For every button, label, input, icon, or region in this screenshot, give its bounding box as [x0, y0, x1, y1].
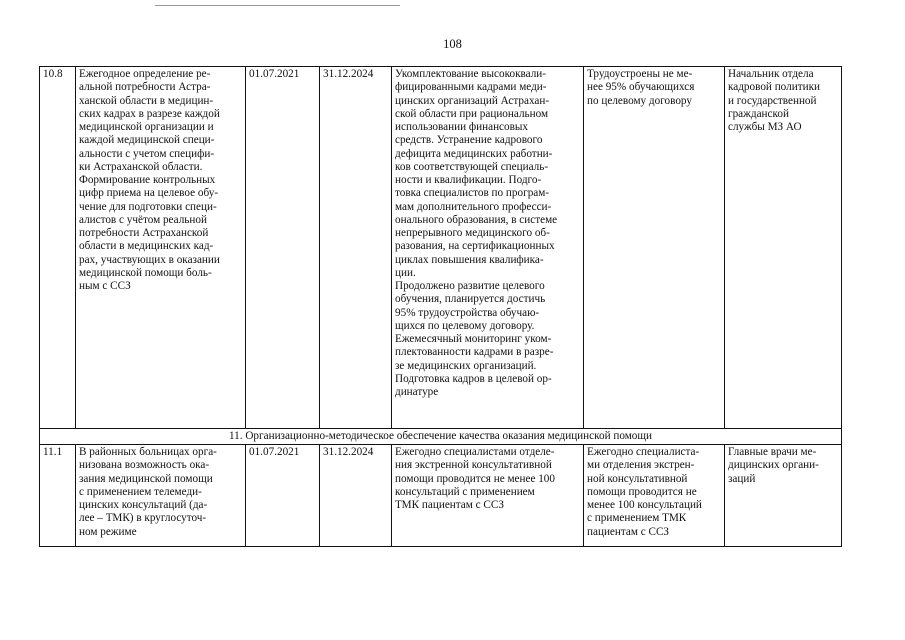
end-date: 31.12.2024 [320, 445, 392, 547]
control-indicator: Ежегодно специалиста- ми отделения экстрен- ной консультативной помощи проводится не менее 100 консультаций с применением ТМК пациентам с ССЗ [584, 445, 725, 547]
responsible-person: Начальник отдела кадровой политики и государственной гражданской службы МЗ АО [725, 67, 842, 429]
measure-description: Ежегодное определение ре- альной потребности Астра- ханской области в медицин- ских кадрах в разрезе каждой медицинской организации и каждой медицинской специ- альности с учетом специфи- ки Астраханской области. Формирование контрольных цифр приема на целевое обу- чение для подготовки специ- алистов с учётом реальной потребности Астраханской области в медицинских кад- рах, участвующих в оказании медицинской помощи боль- ным с ССЗ [76, 67, 246, 429]
control-indicator: Трудоустроены не ме- нее 95% обучающихся по целевому договору [584, 67, 725, 429]
top-divider-line [155, 5, 400, 6]
end-date: 31.12.2024 [320, 67, 392, 429]
row-number: 11.1 [40, 445, 76, 547]
expected-result: Ежегодно специалистами отделе- ния экстренной консультативной помощи проводится не менее 100 консультаций с применением ТМК пациентам с ССЗ [392, 445, 584, 547]
section-header-row [40, 429, 842, 445]
measure-description: В районных больницах орга- низована возможность ока- зания медицинской помощи с применением телемеди- цинских консультаций (да- лее – ТМК) в круглосуточ- ном режиме [76, 445, 246, 547]
start-date: 01.07.2021 [246, 445, 320, 547]
responsible-person: Главные врачи ме- дицинских органи- заций [725, 445, 842, 547]
table-row [40, 445, 842, 547]
section-title: 11. Организационно-методическое обеспечение качества оказания медицинской помощи [40, 429, 842, 445]
start-date: 01.07.2021 [246, 67, 320, 429]
page-number: 108 [443, 37, 462, 51]
row-number: 10.8 [40, 67, 76, 429]
table-row [40, 67, 842, 429]
expected-result: Укомплектование высококвали- фицированными кадрами меди- цинских организаций Астрахан- ской области при рациональном использовании финансовых средств. Устранение кадрового дефицита медицинских работни- ков соответствующей специаль- ности и квалификации. Подго- товка специалистов по програм- мам дополнительного професси- онального образования, в системе непрерывного медицинского об- разования, на сертификационных циклах повышения квалифика- ции. Продолжено развитие целевого обучения, планируется достичь 95% трудоустройства обучаю- щихся по целевому договору. Ежемесячный мониторинг уком- плектованности кадрами в разре- зе медицинских организаций. Подготовка кадров в целевой ор- динатуре [392, 67, 584, 429]
measures-table [39, 66, 842, 547]
